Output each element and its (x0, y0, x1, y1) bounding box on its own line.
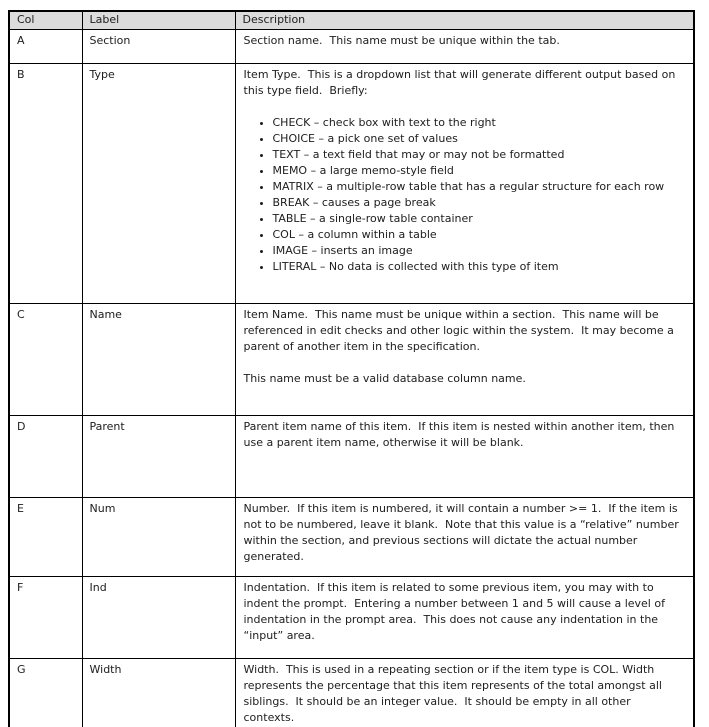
col-cell: D (9, 415, 82, 497)
label-cell: Parent (82, 415, 235, 497)
col-cell: A (9, 29, 82, 63)
label-cell: Name (82, 303, 235, 415)
item-type-bullet-list (244, 115, 684, 275)
table-row-a (9, 29, 694, 63)
description-cell (235, 29, 694, 63)
description-cell (235, 63, 694, 303)
header-description: Description (235, 11, 694, 29)
item-type-bullet: • MATRIX – a multiple-row table that has a regular structure for each row (273, 179, 684, 195)
item-type-bullet: • MEMO – a large memo-style field (273, 163, 684, 179)
description-paragraph: Number. If this item is numbered, it will contain a number >= 1. If the item is not to be numbered, leave it blank. Note that this value is a “relative” number within the section, and previous sections will dictate the actual number generated. (243, 501, 683, 563)
label-cell: Ind (82, 576, 235, 658)
description-paragraph: Width. This is used in a repeating section or if the item type is COL. Width represents the percentage that this item represents of the total amongst all siblings. It should be an integer value. It should be empty in all other contexts. (243, 662, 666, 724)
table-row-e (9, 497, 694, 576)
header-label: Label (82, 11, 235, 29)
spec-columns-table (8, 10, 695, 727)
description-paragraph: Section name. This name must be unique within the tab. (243, 33, 560, 47)
col-cell: F (9, 576, 82, 658)
item-type-bullet: • TABLE – a single-row table container (273, 211, 684, 227)
item-type-bullet: • TEXT – a text field that may or may not be formatted (273, 147, 684, 163)
description-cell (235, 658, 694, 727)
description-paragraph: Indentation. If this item is related to some previous item, you may with to indent the prompt. Entering a number between 1 and 5 will cause a level of indentation in the prompt area. This does not cause any indentation in the “input” area. (243, 580, 669, 642)
description-paragraph: This name must be a valid database column name. (243, 371, 526, 385)
table-row-c (9, 303, 694, 415)
table-row-g (9, 658, 694, 727)
item-type-bullet: • CHECK – check box with text to the right (273, 115, 684, 131)
table-row-f (9, 576, 694, 658)
item-type-bullet: • LITERAL – No data is collected with this type of item (273, 259, 684, 275)
description-cell (235, 576, 694, 658)
table-body (9, 29, 694, 727)
item-type-bullet: • COL – a column within a table (273, 227, 684, 243)
col-cell: C (9, 303, 82, 415)
table-row-b (9, 63, 694, 303)
description-cell (235, 415, 694, 497)
label-cell: Section (82, 29, 235, 63)
label-cell: Num (82, 497, 235, 576)
description-paragraph: Item Type. This is a dropdown list that will generate different output based on this type field. Briefly: (243, 67, 679, 97)
col-cell: E (9, 497, 82, 576)
item-type-bullet: • CHOICE – a pick one set of values (273, 131, 684, 147)
col-cell: G (9, 658, 82, 727)
description-cell (235, 497, 694, 576)
item-type-bullet: • BREAK – causes a page break (273, 195, 684, 211)
label-cell: Width (82, 658, 235, 727)
label-cell: Type (82, 63, 235, 303)
table-row-d (9, 415, 694, 497)
description-cell (235, 303, 694, 415)
table-header-row (9, 11, 694, 29)
header-col: Col (9, 11, 82, 29)
item-type-bullet: • IMAGE – inserts an image (273, 243, 684, 259)
description-paragraph: Item Name. This name must be unique within a section. This name will be referenced in edit checks and other logic within the system. It may become a parent of another item in the specification. (243, 307, 678, 353)
col-cell: B (9, 63, 82, 303)
description-paragraph: Parent item name of this item. If this item is nested within another item, then use a parent item name, otherwise it will be blank. (243, 419, 678, 449)
